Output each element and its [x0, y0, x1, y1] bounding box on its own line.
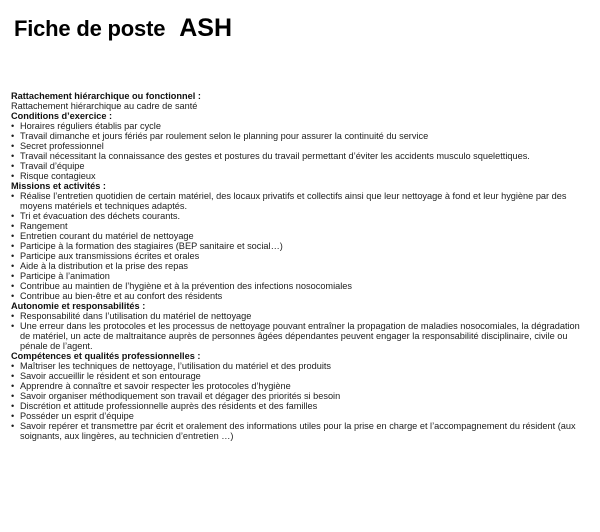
title-code: ASH	[179, 14, 233, 42]
bullet-icon: •	[11, 231, 15, 241]
bullet-icon: •	[11, 291, 15, 301]
bullet-icon: •	[11, 241, 15, 251]
list-item: • Une erreur dans les protocoles et les processus de nettoyage pouvant entraîner la propagation de maladies nosocomiales, la dégradation de matériel, un acte de maltraitance auprès de personnes âgées dépendantes peuvent engager la responsabilité disciplinaire, civile ou pénale de l’agent.	[11, 321, 580, 351]
list-item: • Réalise l’entretien quotidien de certain matériel, des locaux privatifs et collectifs ainsi que leur nettoyage à fond et leur hygiène par des moyens matériels et techniques adaptés.	[11, 191, 567, 211]
bullet-icon: •	[11, 361, 15, 371]
bullet-icon: •	[11, 401, 15, 411]
list-item: • Participe à l’animation	[11, 271, 110, 281]
list-item: • Aide à la distribution et la prise des repas	[11, 261, 189, 271]
bullet-icon: •	[11, 161, 15, 171]
list-item: • Maîtriser les techniques de nettoyage, l’utilisation du matériel et des produits	[11, 361, 332, 371]
bullet-icon: •	[11, 281, 15, 291]
conditions-list	[11, 121, 589, 181]
bullet-icon: •	[11, 211, 15, 221]
list-item: • Secret professionnel	[11, 141, 104, 151]
list-item: • Discrétion et attitude professionnelle auprès des résidents et des familles	[11, 401, 318, 411]
list-item: • Apprendre à connaître et savoir respecter les protocoles d’hygiène	[11, 381, 291, 391]
competences-list	[11, 361, 589, 441]
bullet-icon: •	[11, 151, 15, 161]
title-prefix: Fiche de poste	[14, 16, 166, 41]
bullet-icon: •	[11, 311, 15, 321]
list-item: • Participe aux transmissions écrites et orales	[11, 251, 200, 261]
bullet-icon: •	[11, 381, 15, 391]
rattachement-text: Rattachement hiérarchique au cadre de santé	[11, 101, 198, 111]
bullet-icon: •	[11, 131, 15, 141]
list-item: • Risque contagieux	[11, 171, 96, 181]
list-item: • Travail nécessitant la connaissance des gestes et postures du travail permettant d’éviter les accidents musculo squelettiques.	[11, 151, 530, 161]
section-heading-autonomie: Autonomie et responsabilités :	[11, 301, 146, 311]
section-heading-rattachement: Rattachement hiérarchique ou fonctionnel :	[11, 91, 201, 101]
bullet-icon: •	[11, 191, 15, 201]
bullet-icon: •	[11, 171, 15, 181]
page-title	[14, 14, 232, 43]
list-item: • Horaires réguliers établis par cycle	[11, 121, 161, 131]
list-item: • Travail d’équipe	[11, 161, 85, 171]
list-item: • Savoir organiser méthodiquement son travail et dégager des priorités si besoin	[11, 391, 341, 401]
list-item: • Travail dimanche et jours fériés par roulement selon le planning pour assurer la continuité du service	[11, 131, 429, 141]
section-heading-missions: Missions et activités :	[11, 181, 106, 191]
bullet-icon: •	[11, 261, 15, 271]
list-item: • Tri et évacuation des déchets courants.	[11, 211, 181, 221]
bullet-icon: •	[11, 411, 15, 421]
job-description	[11, 91, 589, 441]
bullet-icon: •	[11, 371, 15, 381]
bullet-icon: •	[11, 391, 15, 401]
bullet-icon: •	[11, 221, 15, 231]
list-item: • Responsabilité dans l’utilisation du matériel de nettoyage	[11, 311, 252, 321]
list-item: • Savoir accueillir le résident et son entourage	[11, 371, 201, 381]
missions-list	[11, 191, 589, 301]
bullet-icon: •	[11, 321, 15, 331]
section-heading-competences: Compétences et qualités professionnelles :	[11, 351, 201, 361]
list-item: • Contribue au maintien de l’hygiène et à la prévention des infections nosocomiales	[11, 281, 352, 291]
bullet-icon: •	[11, 121, 15, 131]
bullet-icon: •	[11, 271, 15, 281]
list-item: • Posséder un esprit d’équipe	[11, 411, 134, 421]
bullet-icon: •	[11, 141, 15, 151]
bullet-icon: •	[11, 421, 15, 431]
bullet-icon: •	[11, 251, 15, 261]
list-item: • Contribue au bien-être et au confort des résidents	[11, 291, 223, 301]
list-item: • Rangement	[11, 221, 68, 231]
list-item: • Participe à la formation des stagiaires (BEP sanitaire et social…)	[11, 241, 283, 251]
list-item: • Savoir repérer et transmettre par écrit et oralement des informations utiles pour la prise en charge et l’accompagnement du résident (aux soignants, aux lingères, au technicien d’entretien …)	[11, 421, 576, 441]
section-heading-conditions: Conditions d’exercice :	[11, 111, 113, 121]
autonomie-list	[11, 311, 589, 351]
list-item: • Entretien courant du matériel de nettoyage	[11, 231, 194, 241]
